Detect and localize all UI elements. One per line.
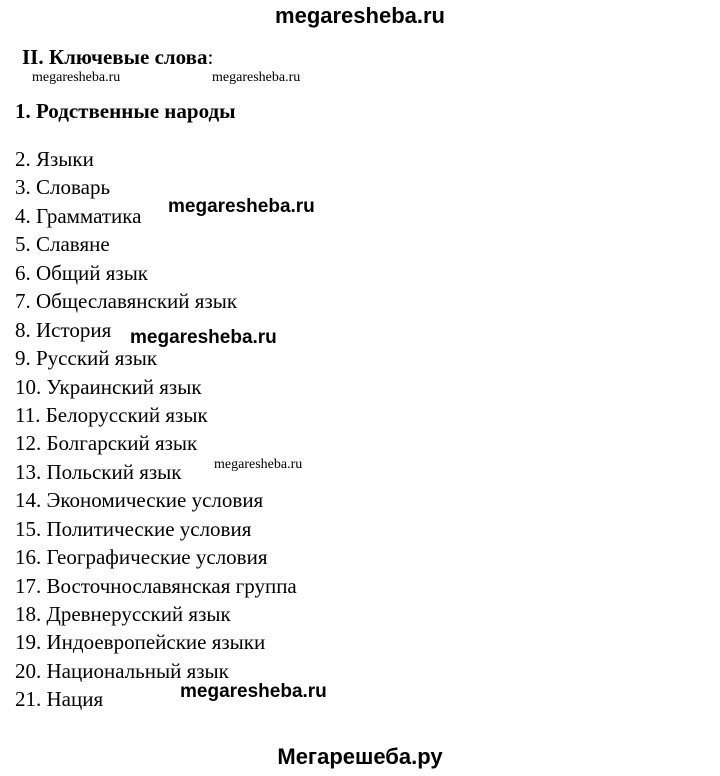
list-item: 20. Национальный язык — [15, 658, 229, 683]
small-watermark: megaresheba.ru — [212, 70, 301, 85]
list-item: 15. Политические условия — [15, 516, 252, 541]
bold-watermark: megaresheba.ru — [180, 681, 327, 702]
list-item: 14. Экономические условия — [15, 488, 264, 513]
list-item: 8. История — [15, 317, 112, 342]
list-item: 5. Славяне — [15, 232, 110, 257]
section-colon: : — [207, 45, 214, 69]
top-watermark: megaresheba.ru — [275, 3, 445, 28]
bold-watermark: megaresheba.ru — [168, 196, 315, 217]
list-item: 3. Словарь — [15, 175, 111, 200]
list-item: 13. Польский язык — [15, 459, 182, 484]
keyword-list — [15, 145, 297, 714]
list-item: 16. Географические условия — [15, 545, 268, 570]
list-item: 12. Болгарский язык — [15, 431, 198, 456]
bottom-watermark: Мегарешеба.ру — [277, 744, 443, 769]
list-item: 18. Древнерусский язык — [15, 602, 231, 626]
list-item: 6. Общий язык — [15, 260, 149, 285]
section-title: II. Ключевые слова — [22, 45, 208, 69]
list-item: 4. Грамматика — [15, 203, 142, 228]
list-item: 2. Языки — [15, 147, 94, 171]
list-item: 17. Восточнославянская группа — [15, 573, 297, 598]
list-item-heading: 1. Родственные народы — [15, 99, 236, 123]
small-watermark: megaresheba.ru — [32, 70, 121, 85]
small-watermark: megaresheba.ru — [214, 457, 303, 472]
list-item: 7. Общеславянский язык — [15, 289, 238, 314]
list-item: 9. Русский язык — [15, 346, 158, 371]
list-item: 10. Украинский язык — [15, 374, 202, 399]
section-heading — [22, 44, 213, 70]
list-item: 11. Белорусский язык — [15, 402, 208, 427]
list-item: 21. Нация — [15, 687, 104, 712]
bold-watermark: megaresheba.ru — [130, 327, 277, 348]
list-item: 19. Индоевропейские языки — [15, 630, 266, 655]
